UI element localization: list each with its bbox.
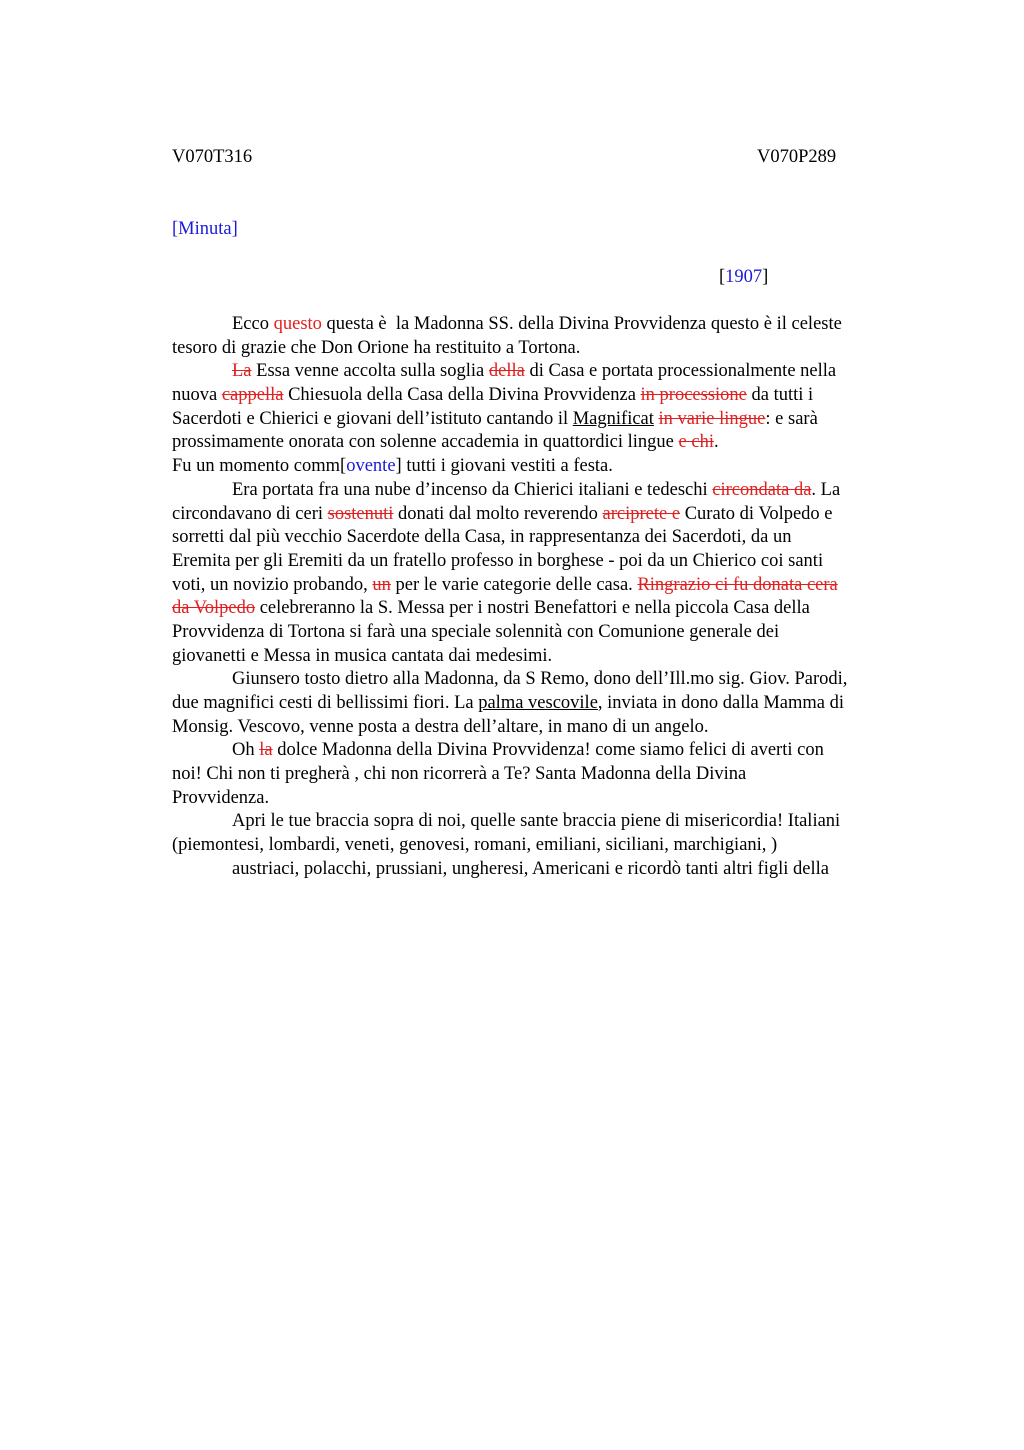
text-line xyxy=(172,574,932,598)
editorial-insertion: ovente xyxy=(346,456,396,477)
text-segment: circondavano di ceri xyxy=(172,503,328,524)
text-segment: per le varie categorie delle casa. xyxy=(390,574,638,595)
text-segment: Oh xyxy=(232,740,260,761)
text-line xyxy=(172,763,932,787)
inserted-text: questo xyxy=(273,314,322,334)
deleted-text: cappella xyxy=(221,385,284,406)
text-segment: di Casa e portata processionalmente nella xyxy=(524,361,837,382)
text-segment: nuova xyxy=(172,385,222,406)
text-segment: [ xyxy=(340,456,347,477)
text-line xyxy=(172,645,932,669)
text-segment: Ecco xyxy=(232,314,274,334)
text-segment: noi! Chi non ti pregherà , chi non ricorrerà a Te? Santa Madonna della Divina xyxy=(172,764,747,785)
text-line xyxy=(172,408,932,432)
text-segment: prossimamente onorata con solenne accademia in quattordici lingue xyxy=(172,432,679,453)
text-line xyxy=(172,692,932,716)
document-code-left: V070T316 xyxy=(172,147,253,167)
text-segment: tesoro di grazie che Don Orione ha restituito a Tortona. xyxy=(172,337,581,358)
minuta-label: [Minuta] xyxy=(172,219,238,239)
deleted-text: e chi xyxy=(678,432,714,453)
text-segment: Fu un momento comm xyxy=(172,456,341,477)
deleted-text: arciprete e xyxy=(602,503,681,524)
text-segment: Provvidenza di Tortona si farà una speciale solennità con Comunione generale dei xyxy=(172,621,780,642)
text-segment: Eremita per gli Eremiti da un fratello professo in borghese - poi da un Chierico coi santi xyxy=(172,550,824,571)
text-segment: Chiesuola della Casa della Divina Provvidenza xyxy=(283,385,641,406)
text-line xyxy=(172,834,932,858)
text-segment: : e sarà xyxy=(765,408,818,429)
deleted-text: della xyxy=(488,361,525,382)
deleted-text: circondata da xyxy=(712,479,812,500)
date-label xyxy=(719,267,768,288)
text-line xyxy=(172,858,932,882)
deleted-text: in processione xyxy=(640,385,747,406)
text-line xyxy=(172,384,932,408)
text-segment: tutti i giovani vestiti a festa. xyxy=(401,456,613,477)
text-segment: Provvidenza. xyxy=(172,787,270,808)
text-segment: Curato di Volpedo e xyxy=(680,503,833,524)
text-segment: (piemontesi, lombardi, veneti, genovesi, romani, emiliani, siciliani, marchigiani, ) xyxy=(172,835,778,856)
text-line xyxy=(172,431,932,455)
text-line xyxy=(172,337,932,361)
text-line xyxy=(172,716,932,740)
text-segment: Giunsero tosto dietro alla Madonna, da S Remo, dono dell’Ill.mo sig. Giov. Parodi, xyxy=(232,669,848,690)
underlined-text: Magnificat xyxy=(572,408,654,429)
text-segment: questa è la Madonna SS. della Divina Provvidenza questo è il celeste xyxy=(321,314,842,334)
page-code-right: V070P289 xyxy=(757,147,837,167)
text-line xyxy=(172,526,932,550)
deleted-text: in varie lingue xyxy=(658,408,766,429)
text-segment: celebreranno la S. Messa per i nostri Benefattori e nella piccola Casa della xyxy=(255,598,810,619)
text-segment: . La xyxy=(811,479,841,500)
text-line xyxy=(172,503,932,527)
text-segment: Sacerdoti e Chierici e giovani dell’istituto cantando il xyxy=(172,408,573,429)
deleted-text: un xyxy=(372,574,391,595)
deleted-text: La xyxy=(232,361,252,382)
text-segment: donati dal molto reverendo xyxy=(393,503,603,524)
deleted-text: la xyxy=(259,740,273,761)
text-line xyxy=(172,455,932,479)
date-bracket-close: ] xyxy=(762,267,769,287)
text-segment: voti, un novizio probando, xyxy=(172,574,373,595)
text-line xyxy=(172,313,932,337)
text-line xyxy=(172,360,932,384)
text-segment: . xyxy=(713,432,719,453)
text-line xyxy=(172,810,932,834)
text-segment: Apri le tue braccia sopra di noi, quelle sante braccia piene di misericordia! Italiani xyxy=(232,811,841,832)
text-segment: da tutti i xyxy=(746,385,814,406)
document-body xyxy=(172,313,932,882)
deleted-text: sostenuti xyxy=(327,503,394,524)
date-year: 1907 xyxy=(725,267,763,287)
text-segment: , inviata in dono dalla Mamma di xyxy=(597,693,845,713)
text-segment: dolce Madonna della Divina Provvidenza! come siamo felici di averti con xyxy=(272,740,824,761)
text-line xyxy=(172,597,932,621)
text-line xyxy=(172,479,932,503)
text-line xyxy=(172,739,932,763)
text-line xyxy=(172,621,932,645)
date-bracket-open: [ xyxy=(719,267,726,287)
deleted-text: da Volpedo xyxy=(172,598,256,619)
text-segment: ] xyxy=(395,456,402,477)
underlined-text: palma vescovile xyxy=(478,693,598,713)
text-segment: Monsig. Vescovo, venne posta a destra dell’altare, in mano di un angelo. xyxy=(172,716,709,737)
text-segment: giovanetti e Messa in musica cantata dai medesimi. xyxy=(172,645,553,666)
text-segment: sorretti dal più vecchio Sacerdote della Casa, in rappresentanza dei Sacerdoti, da un xyxy=(172,527,792,548)
text-segment: due magnifici cesti di bellissimi fiori. La xyxy=(172,693,479,713)
text-segment: Era portata fra una nube d’incenso da Chierici italiani e tedeschi xyxy=(232,479,713,500)
text-line xyxy=(172,550,932,574)
text-line xyxy=(172,668,932,692)
text-line xyxy=(172,787,932,811)
deleted-text: Ringrazio ci fu donata cera xyxy=(637,574,838,595)
text-segment: Essa venne accolta sulla soglia xyxy=(251,361,489,382)
text-segment: austriaci, polacchi, prussiani, ungheresi, Americani e ricordò tanti altri figli della xyxy=(232,858,829,879)
